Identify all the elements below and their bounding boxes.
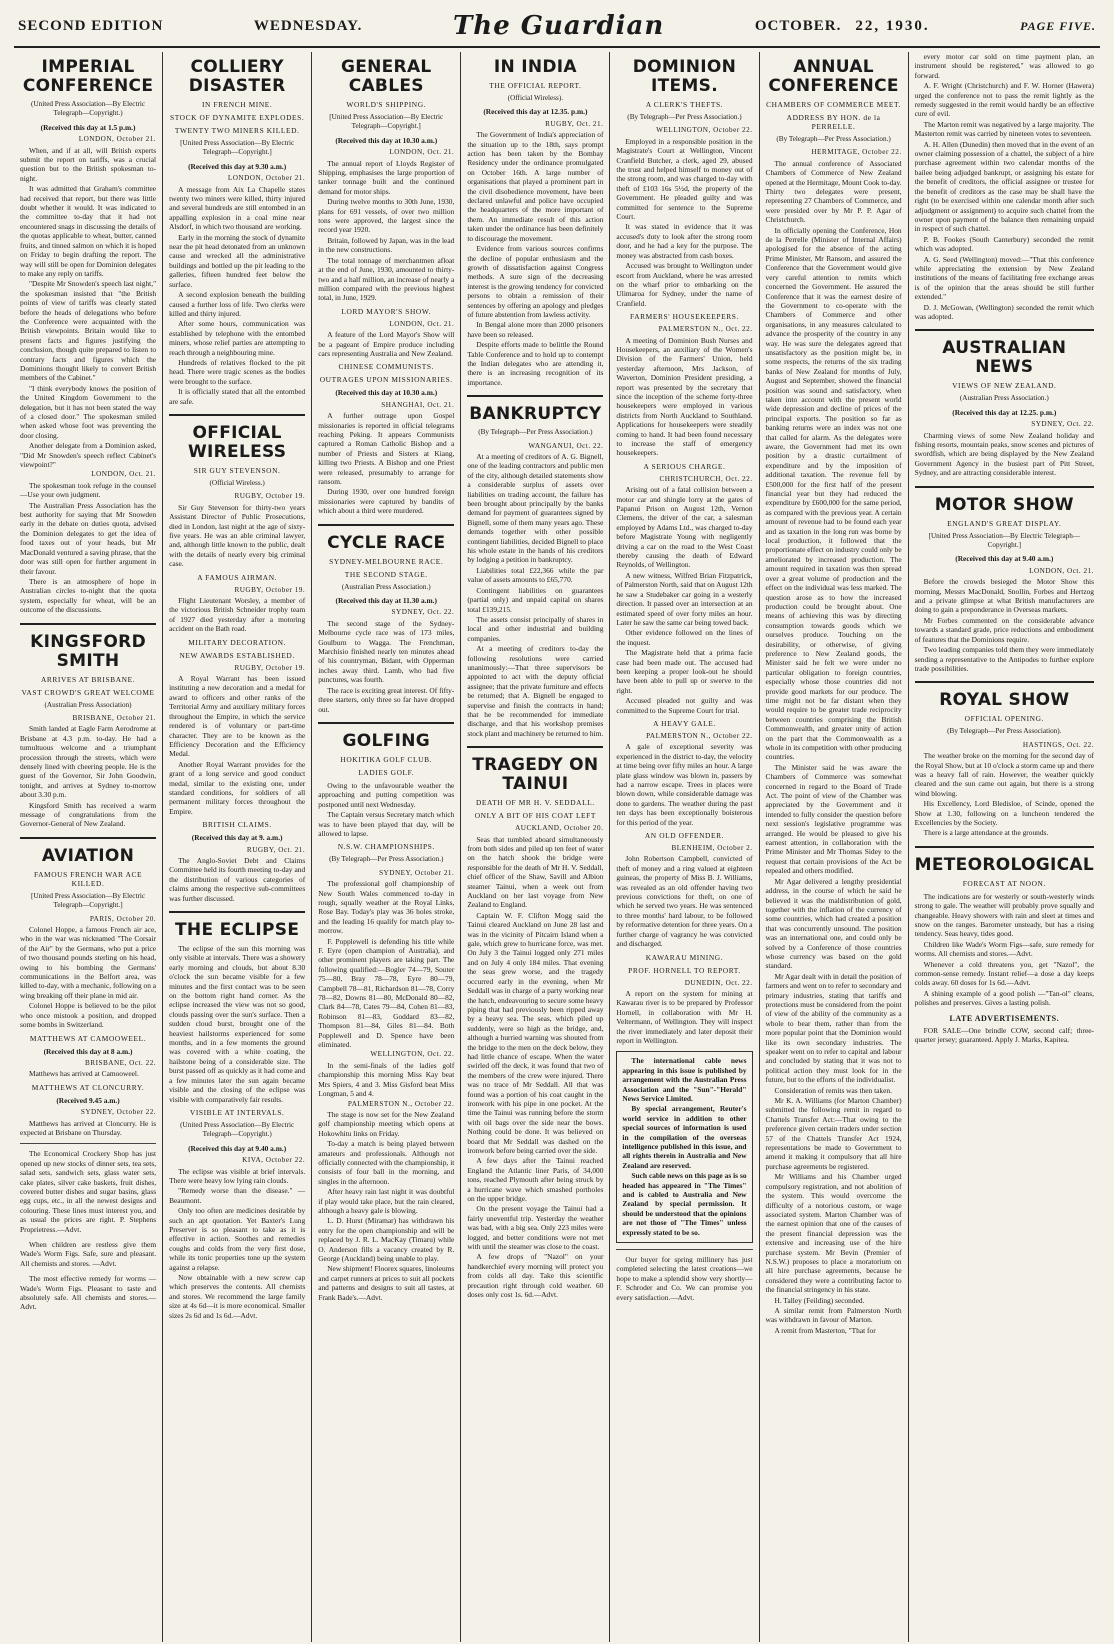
article-subheading: IN FRENCH MINE. [201,100,273,109]
article-paragraph: The Minister said he was aware the Chambers of Commerce was somewhat concerned in regard to the Board of Trade Act. The point of view of the Chamber was appreciated by the Government and it intended to fully consider the question before next session's legislative programme was arranged. He would be pleased to give his earnest attention, in collaboration with the Prime Minister and Mr Thomas Sidey to the request that certain provisions of the Act be repealed and others modified. [765,762,902,876]
article [616,58,752,1045]
article-paragraph: "Remedy worse than the disease." —Beaumont. [169,1186,306,1205]
dateline: SHANGHAI, Oct. 21. [381,400,455,409]
wire-credit: (Australian Press Association.) [959,394,1049,403]
article-headline: COLLIERY DISASTER [188,57,286,96]
article-headline: OFFICIAL WIRELESS [169,414,305,462]
article [169,911,305,1320]
article-headline: AUSTRALIAN NEWS [915,329,1094,377]
article [915,329,1094,477]
article-headline: TRAGEDY ON TAINUI [467,746,603,794]
column-4 [461,52,610,1642]
article-paragraph: After heavy rain last night it was doubtful if play would take place, but the rain cleared, although a heavy gale is blowing. [318,1187,455,1215]
article-paragraph: The Government of India's appreciation of the situation up to the 18th, says prompt action has been taken by the Bombay Residency under the ordinance promulgated on October 16th. A large number of organisations that played a prominent part in the civil disobedience movement, have been declared unlawful and police have occupied the headquarters of the more important of them. An immediate result of this action taken under the ordinance has been definitely to discourage the movement. [467,130,604,243]
received-time: (Received this day at 9. a.m.) [191,833,283,843]
article-paragraph: Captain W. F. Clifton Mogg said the Tainui cleared Auckland on June 28 last and was in the vicinity of Pitcairn Island when a gale, which grew to hurricane force, was met. On July 3 the Tainui logged only 271 miles and on July 4 only 184 miles. That evening the seas grew worse, and the tragedy occurred early in the evening, when Mr Seddall was in charge of a party working near the hatch, endeavouring to secure some heavy piping that had previously been ripped away by a heavy sea. The seas, which piled up suddenly, were so high as the bridge, and, although a hurried warning was shouted from the bridge to the men on the deck below, they had little chance of escape. When the water swirled off the deck, it was found that two of the members of the crew were injured. There was no trace of Mr Seddall. All that was found was a portion of his coat caught in the ironwork with his pipe in one pocket. At the time the Tainui was running before the storm with oil bags over the side near the bows. Nothing could be done. It was believed on board that Mr Seddall was dashed on the ironwork before being carried over the side. [467,910,604,1155]
column-5 [610,52,759,1642]
article-subheading: BRITISH CLAIMS. [202,820,272,830]
article-subheading: VAST CROWD'S GREAT WELCOME [21,687,155,697]
article-paragraph: In Bengal alone more than 2000 prisoners have been so released. [467,320,604,339]
article-headline: THE ECLIPSE [169,911,305,940]
article-paragraph: It was admitted that Graham's committee had received that report, but there was little doubt whether it would. It was indicated to the committee to-day that it had not encountered snags in discussing the details of the quotas applicable to wheat, butter, canned fruits, and tinned salmon on which it is hoped on Friday to begin drafting the report. The way will still be open for Dominion delegates to make any reply on tariffs. [20,184,157,278]
article-headline: GOLFING [318,722,454,751]
dateline: BLENHEIM, October 2. [671,844,753,853]
dateline: SYDNEY, October 21. [379,868,455,877]
article-paragraph: The professional golf championship of New South Wales commenced to-day in rough, squally weather at the Royal Links, Rose Bay. Today's play was 36 holes stroke, and the leading 16 qualify for match play to-morrow. [318,879,455,936]
article-subheading: NEW AWARDS ESTABLISHED. [179,650,295,660]
article-paragraph: Flight Lieutenant Worsley, a member of the victorious British Schneider trophy team of 1927 died yesterday after a motoring accident on the Bath road. [169,596,306,634]
article-paragraph: The Captain versus Secretary match which was to have been played that day, will be allowed to lapse. [318,810,455,838]
article-subheading: MATTHEWS AT CAMOOWEEL. [29,1033,147,1043]
article-paragraph: FOR SALE—One brindle COW, second calf; three-quarter jersey; guaranteed. Apply J. Marks, Kapitea. [914,1026,1094,1045]
article-paragraph: A further outrage upon Gospel missionaries is reported in official telegrams reaching Peking. It appears Communists captured a Roman Catholic Bishop and a number of Priests and Sisters at Kiang, killing two Priests. A Bishop and one Priest were released, presumably to arrange for ransom. [318,411,455,486]
received-time: (Received this day at 12.25. p.m.) [952,407,1057,417]
article-subheading: A CLERK'S THEFTS. [645,100,724,109]
dateline: WELLINGTON, October 22. [656,126,753,135]
article-paragraph: Kingsford Smith has received a warm message of congratulations from the Governor-General of New Zealand. [20,800,157,829]
dateline: DUNEDIN, Oct. 22. [684,978,753,987]
dateline: PALMERSTON N., October 22. [646,731,753,740]
dateline: LONDON, Oct. 21. [389,148,455,157]
article-paragraph: The race is exciting great interest. Of fifty-three starters, only three so far have dropped out. [318,685,455,714]
article-subheading: VISIBLE AT INTERVALS. [189,1107,285,1117]
advertisement: When children are restless give them Wade's Worm Figs. Safe, sure and pleasant. All chemists and stores. —Advt. [20,1240,157,1268]
article [766,58,902,1335]
article-paragraph: F. Popplewell is defending his title while F. Eyre (open champion of Australia), and other prominent players are taking part. The following qualified:—Bogler 74—79, Souter 75—80, Bray 78—78, Eyre 80—79, Campbell 78—81, Richardson 81—78, Corry 78—82, Downs 81—80, McDonald 80—82, Clark 84—78, Cates 79—84, Cohen 81—83, Robinson 81—83, Goddard 83—82, Thompson 81—84, Giles 81—84. Both Popplewell and D. Spence have been eliminated. [318,936,455,1050]
dateline: BRISBANE, October 21. [72,713,157,722]
dateline: LONDON, Oct. 21. [389,319,455,328]
article-paragraph: At a meeting of creditors to-day the following resolutions were carried unanimously:—That three supervisors be appointed to act with the deputy official assignee; that the private furniture and effects be returned; that A. Bignell be engaged to supervise and finish the contracts in hand; that he be recommended for immediate discharge, and that his workshop premises stock plant and machinery be returned to him. [467,644,604,738]
article-headline: AVIATION [20,837,156,866]
dateline: CHRISTCHURCH, Oct. 22. [659,474,753,483]
article [915,486,1094,674]
article-subheading: THE OFFICIAL REPORT. [489,81,582,90]
wire-credit: (United Press Association—By Electric Telegraph—Copyright.) [31,100,146,118]
article-paragraph: During twelve months to 30th June, 1930, plans for 691 vessels, of over two million tons were approved, the largest since the record year 1920. [318,197,455,235]
article-paragraph: The second stage of the Sydney-Melbourne cycle race was of 173 miles, Goulburn to Wagga. The Frenchman, Marchisio finished nearly ten minutes ahead of his countryman, Bidant, with Opperman inches away third. Lamb, who had five punctures, was fourth. [318,618,455,685]
wire-credit: (Australian Press Association.) [341,582,431,591]
article-paragraph: Colonel Hoppe is believed to be the pilot who once mistook a position, and dropped some bombs in Switzerland. [20,1001,157,1030]
article-subheading: ONLY A BIT OF HIS COAT LEFT [474,811,596,821]
article-subheading: KAWARAU MINING. [645,952,724,962]
wire-credit: (Australian Press Association) [44,700,132,709]
article-headline: IMPERIAL CONFERENCE [22,57,154,96]
article-paragraph: It was stated in evidence that it was accused's duty to look after the strong room door, and he had a key for the purpose. The money was abstracted from cash boxes. [616,222,753,260]
article-paragraph: Arising out of a fatal collision between a motor car and shingle lorry at the gates of Papanui Prison on August 12th, Vernon Clemens, the driver of the car, a salesman employed by Adams Ltd., was charged to-day before Magistrate Young with negligently driving a car on the road to the West Coast thereby causing the death of Edward Reynolds, of Wellington. [616,485,753,570]
dateline: PALMERSTON N., October 22. [347,1099,455,1108]
article-subheading: MILITARY DECORATION. [188,637,287,647]
column-3 [312,52,461,1642]
article-headline: DOMINION ITEMS. [632,57,737,96]
article-subheading: OFFICIAL OPENING. [964,714,1044,724]
article-subheading: CHINESE COMMUNISTS. [338,362,435,372]
article-paragraph: The stage is now set for the New Zealand golf championship meeting which opens at Hokowhitu links on Friday. [318,1109,455,1138]
dateline: WELLINGTON, Oct. 22. [370,1050,455,1059]
wire-credit: [United Press Association—By Electric Telegraph—Copyright.] [329,113,444,131]
article-paragraph: During 1930, over one hundred foreign missionaries were captured by bandits of which about a third were murdered. [318,487,455,516]
article [20,623,156,829]
article-paragraph: A. G. Seed (Wellington) moved:—"That this conference while appreciating the extension by New Zealand institutions of the means of facilitating free exchange areas is of the opinion that the areas should be still further extended." [914,254,1094,302]
section-heading: LATE ADVERTISEMENTS. [949,1013,1060,1023]
article-paragraph: A. F. Wright (Christchurch) and F. W. Horner (Hawera) urged the conference not to pass the remit lightly as the remedy suggested in the remit would hardly be an effective cure of evil. [914,81,1094,119]
dateline: BRISBANE, Oct. 22. [84,1058,157,1067]
article-subheading: FARMERS' HOUSEKEEPERS. [630,312,739,322]
article-paragraph: Accused was brought to Wellington under escort from Auckland, where he was arrested on the wharf prior to embarking on the Ulimaroa for Sydney, under the name of Cranfield. [616,261,753,308]
article-paragraph: A Royal Warrant has been issued instituting a new decoration and a medal for award to officers and other ranks of the Territorial Army and auxiliary military forces throughout the Empire, in which the service rendered is of voluntary or part-time character. They are to be known as the Efficiency Decoration and the Efficiency Medal. [169,674,306,759]
article-paragraph: Early in the morning the stock of dynamite near the pit head detonated from an unknown cause and wrecked all the administrative buildings and bottled up the pit leading to the galleries, fifteen hundred feet below the surface. [169,232,306,289]
article [20,58,156,615]
wire-credit: (By Telegraph—Per Press Association.) [478,428,593,437]
article-headline: ROYAL SHOW [915,681,1094,710]
article-headline: CYCLE RACE [318,524,454,553]
advertisement: The Economical Crockery Shop has just opened up new stocks of dinner sets, tea sets, salad sets, sandwich sets, glass water sets, cake plates, silver cake baskets, fruit dishes, covered butter dishes and sugar basins, glass egg cups, etc., in all the newest designs and colouring. These lines must interest you, and as usual the prices are right. P. Stephens Proprietress.—Advt. [20,1143,156,1234]
article-subheading: AN OLD OFFENDER. [644,831,725,841]
article-paragraph: Seas that tumbled aboard simultaneously from both sides and piled up ten feet of water on the hatch shook the bridge were responsible for the death of Mr H. V. Seddall, chief officer of the Shaw, Savill and Albion steamer Tainui, when a week out from Auckland on her last voyage from New Zealand to England. [467,834,604,910]
dateline: PALMERSTON N., Oct. 22. [658,325,753,334]
article-paragraph: The indications are for westerly or south-westerly winds strong to gale. The weather will probably prove squally and changeable. Heavy showers with rain and sleet at times and snow on the ranges. Barometer unsteady, but has a rising tendency. Seas heavy, tides good. [914,891,1094,939]
received-time: (Received this day at 9.40 a.m.) [188,1143,287,1153]
wire-credit: (By Telegraph—Per Press Association.) [776,135,891,143]
article-subheading: ENGLAND'S GREAT DISPLAY. [947,518,1062,528]
article-paragraph: In officially opening the Conference, Hon de la Perrelle (Minister of Internal Affairs) apologised for the absence of the acting Prime Minister, Mr Ransom, and assured the Conference that the Government would give very careful attention to remits which concerned the Government. He assured the Conference that it was the earnest desire of the Government to co-operate with the Chambers of Commerce and other organisations, in any measures calculated to advance the prosperity of the country in any way. He was sure the delegates agreed that unsatisfactory as the position might be, in some respects, the returns of the six trading banks of New Zealand for months of July, August and September, showed the financial position was sound and satisfactory, when taken into account with the present world wide depression and decline of prices of the principal exports. The position so far as banking returns were an index was not one that called for alarm. As the delegates were aware, the Government had met its own position by a drastic curtailment of expenditure and by the imposition of additional taxation. The revenue fell by £500,000 for the first half of the present financial year but they had reduced the expenditure by £600,000 for the same period, as compared with the previous year. A certain amount of revenue had to be found each year and as taxation in the long run was borne by local production, it followed that the proportionate effect on industry could only be ameliorated by increased production. The amount required in taxation was then spread over a great volume of production and the effect on the individual was less marked. The question arose as to how the increased production could be brought about. One means of achieving this was by directing consumption towards goods which we ourselves produce. Touching on the desirability, or otherwise, of giving preference to New Zealand goods, the Minister said he felt we were under no particular obligation to foreign countries, especially whose those countries did not provide good markets for our produce. The time might not be far distant when they would require to be greater trade reciprocity between countries comprising the British Commonwealth, and greater unity of action on the part that the Commonwealth as a whole in its competition with other producing countries. [765,225,902,762]
date-number: 22, 1930. [855,17,930,34]
dateline: RUGBY, October 19. [234,663,306,672]
article-paragraph: Sir Guy Stevenson for thirty-two years Assistant Director of Public Prosecutions, died in London, last night at the age of sixty-five years. He was an able criminal lawyer, and, although little known to the public, dealt with the details of nearly every big criminal case. [169,502,306,569]
article-subheading: MATTHEWS AT CLONCURRY. [31,1082,145,1092]
article-headline: METEOROLOGICAL [915,846,1094,875]
wire-credit: (By Telegraph—Per Press Association.) [329,855,444,864]
date-group [755,18,930,35]
article [915,846,1094,1008]
column-2 [163,52,312,1642]
received-time: (Received this day at 9.30 a.m.) [188,161,287,171]
dateline: LONDON, Oct. 21. [1029,566,1094,575]
article-paragraph: His Excellency, Lord Bledisloe, of Scinde, opened the Show at 1.30, following on a luncheon tendered the Excellencies by the Society. [914,799,1094,827]
article-paragraph: The total tonnage of merchantmen afloat at the end of June, 1930, amounted to thirty-two and a half million, an increase of nearly a million compared with the previous highest total, in June, 1929. [318,255,455,303]
article-paragraph: A new witness, Wilfred Brian Fitzpatrick, of Palmerston North, said that on August 12th he saw a Studebaker car going in a westerly direction. It passed over an intersection at an estimated speed of over forty miles an hour. Later he saw the same car being towed back. [616,570,753,627]
article-paragraph: every motor car sold on time payment plan, an instrument should be registered," was allowed to go forward. [914,52,1094,80]
article-paragraph: Another delegate from a Dominion asked, "Did Mr Snowden's speech reflect Cabinet's viewpoint?" [20,441,157,470]
article-paragraph: The annual conference of Associated Chambers of Commerce of New Zealand opened at the Hermitage, Mount Cook to-day. Thirty two delegates were present, representing 27 Chambers of Commerce, and were presided over by Mr P. P. Agar of Christchurch. [765,158,902,225]
article-paragraph: Smith landed at Eagle Farm Aerodrome at Brisbane at 4.3 p.m. to-day. He had a tumultuous welcome and a triumphant procession through the streets, which were densely lined with cheering people. He is the guest of the Governor, Sir John Goodwin, tonight, and arrives at Sydney to-morrow about 3.30 p.m. [20,724,157,800]
article-paragraph: Whenever a cold threatens you, get "Nazol", the common-sense remedy. Instant relief—a dose a day keeps colds away. 60 doses for 1s 6d.—Advt. [914,959,1094,988]
article-paragraph: Liabilities total £22,366 while the par value of assets amounts to £65,770. [467,565,604,585]
article-subheading: STOCK OF DYNAMITE EXPLODES. [169,113,305,122]
article-subheading: VIEWS OF NEW ZEALAND. [952,381,1057,391]
article-paragraph: Consideration of remits was then taken. [774,1085,892,1095]
article-paragraph: A report on the system for mining at Kawarau river is to be prepared by Professor Hornell, in collaboration with Mr H. Veltermann, of Wellington. They will inspect the river immediately and later deposit their report in Wellington. [616,988,753,1045]
article-headline: KINGSFORD SMITH [20,623,156,671]
article [318,524,454,714]
wire-credit: [United Press Association—By Electric Telegraph—Copyright.] [928,531,1081,550]
article-paragraph: The weather broke on the morning for the second day of the Royal Show, but at 10 o'clock a storm came up and there was a heavy fall of rain. However, the weather quickly cleared and the sun came out again, but there is a strong wind blowing. [914,751,1094,798]
received-time: (Received this day at 10.30 a.m.) [335,388,438,398]
article-paragraph: H. Talley (Feilding) seconded. [774,1295,865,1305]
article-subheading: WORLD'S SHIPPING. [346,100,427,109]
article-paragraph: Other evidence followed on the lines of the inquest. [616,628,753,647]
article-paragraph: There is a large attendance at the grounds. [923,828,1049,838]
article-paragraph: Charming views of some New Zealand holiday and fishing resorts, mountain peaks, snow scenes and pictures of swordfish, which are being displayed by the New Zealand Government Agency in the busiest part of Pitt Street, Sydney, and are attracting considerable interest. [914,430,1094,478]
article-subheading: HOKITIKA GOLF CLUB. [340,754,433,764]
article-paragraph: The Marton remit was negatived by a large majority. The Masterton remit was carried by nineteen votes to seventeen. [914,119,1094,139]
article [20,837,156,1138]
weekday-label: WEDNESDAY. [253,17,363,34]
article-paragraph: To-day a match is being played between amateurs and professionals. Although not officially connected with the championship, it consists of four ball in the morning, and singles in the afternoon. [318,1139,455,1186]
article-paragraph: The Anglo-Soviet Debt and Claims Committee held its fourth meeting to-day and the distribution of various categories of claims among the respective sub-committees was further discussed. [169,855,306,903]
article-headline: BANKRUPTCY [467,395,603,424]
article-paragraph: Mr Agar dealt with in detail the position of farmers and went on to refer to secondary and primary industries, stating that tariffs and protections must be considered from the point of view of the ability of the community as a whole to bear them, rather than from the more popular point that the Dominion would like its own secondary industries. The speaker went on to refer to capital and labour and concluded by stating that it was not to political action they must look for in the future, but to the efforts of the individualist. [765,971,902,1085]
article-paragraph: "Despite Mr Snowden's speech last night," the spokesman insisted that "the British points of view of tariffs was clearly stated before the heads of delegations who before the Conference were acquainted with the British viewpoints. Britain would like to present facts and figures justifying the conclusion, though quite prepared to listen to contrary facts and figures which the Dominions thought likely to convert British members of the Cabinet." [20,279,157,383]
article-paragraph: There is an atmosphere of hope in Australian circles to-night that the quota system, especially for wheat, will be an outcome of the discussions. [20,576,157,615]
wire-credit: (By Telegraph—Per Press Association.) [627,113,742,121]
article-paragraph: Owing to the unfavourable weather the approaching and putting competition was postponed until next Wednesday. [318,780,455,809]
article-headline: IN INDIA [493,57,577,77]
received-time: (Received this day at 9.40 a.m.) [955,554,1054,564]
article-headline: ANNUAL CONFERENCE [768,57,899,96]
article-subheading: OUTRAGES UPON MISSIONARIES. [319,375,453,385]
article [915,1014,1094,1045]
article-paragraph: Only too often are medicines desirable by such an apt quotation. Yet Baxter's Lung Preserver is so pleasant to take as it is effective in action. Soothes and remedies coughs and colds from the very first dose, while its tonic properties tone up the system against a relapse. [169,1206,306,1272]
article-paragraph: A meeting of Dominion Bush Nurses and Housekeepers, an auxiliary of the Women's Division of the Farmers' Union, held yesterday afternoon, Mrs Jackson, of Waverton, Dominion President presiding, a report was presented by the secretary that since the inception of the scheme forty-three housekeepers were employed in various districts from North Auckland to Southland. Applications for housekeepers were steadily coming to hand. It had been found necessary to increase the staff of emergency housekeepers. [616,335,753,458]
article-paragraph: Mr Forbes commented on the considerable advance towards a standard grade, price reductions and embodiment of features that the Dominions require. [914,615,1094,644]
dateline: LONDON, October 21. [78,135,157,144]
article-subheading: TWENTY TWO MINERS KILLED. [174,126,300,135]
article-paragraph: Matthews has arrived at Cloncurry. He is expected at Brisbane on Thursday. [20,1118,157,1137]
article-paragraph: Britain, followed by Japan, was in the lead in the new constructions. [318,235,455,255]
article-paragraph: L. D. Hurst (Miramar) has withdrawn his entry for the open championship and will be replaced by J. R. L. MacKay (Timaru) while O. Anderson fills a vacancy created by R. George (Auckland) being unable to play. [318,1216,455,1263]
dateline: RUGBY, Oct. 21. [246,845,306,854]
article-paragraph: Two leading companies told them they were immediately sending a representative to the Antipodes to further explore trade possibilities. [914,645,1094,673]
article-subheading: N.S.W. CHAMPIONSHIPS. [337,842,435,852]
article-paragraph: The eclipse of the sun this morning was only visible at intervals. There was a showery early morning and clouds, but about 8.30 o'clock the sun became visible for a few minutes and the first contact was to be seen on the bottom right hand corner. As the eclipse increased the view was not so good, clouds passing over the sun's surface. Then a sudden cloud burst, brought one of the heaviest hailstorms experienced for some months, and in a few moments the ground was covered with a white coating, the hailstone being of a considerable size. The burst passed off as quickly as it had come and a few minutes later the sun again became visible and the closing of the eclipse was visible with comparatively fair results. [169,944,306,1104]
article-paragraph: A message from Aix La Chapelle states twenty two miners were killed, thirty injured and several hundreds are still entombed in an appalling explosion in a coal mine near Alsdorf, in which two thousand are working. [169,184,306,232]
article [169,58,305,406]
article-subheading: CHAMBERS OF COMMERCE MEET. [766,100,902,109]
wire-credit: (By Telegraph—Per Press Association). [947,727,1062,736]
column-6 [760,52,909,1642]
article-paragraph: When, and if at all, will British experts submit the report on tariffs, was a crucial question but to the British spokesman to-night. [20,145,157,183]
article-paragraph: Another Royal Warrant provides for the grant of a long service and good conduct medal, similar to the existing one, under standard conditions, for soldiers of all permanent military forces throughout the Empire. [169,759,306,816]
article-paragraph: The Magistrate held that a prima facie case had been made out. The accused had been keeping a proper look-out he should have been able to pull up or swerve to the right. [616,648,753,695]
dateline: WANGANUI, Oct. 22. [528,441,604,450]
article-paragraph: The annual report of Lloyds Register of Shipping, emphasises the large proportion of tanker tonnage built and the continued demand for motor ships. [318,158,455,196]
article-paragraph: A few drops of "Nazol" on your handkerchief every morning will protect you from colds all day. Take this scientific precaution right through cold weather. 60 doses only cost 1s. 6d.—Advt. [467,1252,604,1300]
article-paragraph: A few days after the Tainui reached England the Atlantic liner Paris, of 34,000 tons, reached Plymouth after being struck by a hurricane wave which smashed portholes on the upper bridge. [467,1156,604,1204]
dateline: RUGBY, Oct. 21. [545,119,604,128]
masthead [14,6,1100,48]
article-paragraph: Mr Williams and his Chamber urged compulsory registration, and not abolition of the system. This would overcome the difficulty of a notorious custom, or wage associated system. Marton Chamber was of the earnest opinion that one of the causes of the present financial depression was the extensive and increasing use of the hire purchase system. Mr Bevin (Premier of N.S.W.) proposes to place a moratorium on all hire purchase agreements, because he considered they were a contributing factor to the financial stringency in his state. [765,1172,902,1295]
article [467,746,603,1299]
dateline: SYDNEY, October 22. [80,1108,157,1117]
dateline: LONDON, Oct. 21. [91,470,157,479]
article-subheading: THE SECOND STAGE. [344,569,428,579]
page-number: PAGE FIVE. [1020,18,1096,33]
article-paragraph: John Robertson Campbell, convicted of theft of money and a ring valued at eighteen guineas, the property of Miss B. J. Williams, was revealed as an old offender having two previous convictions for theft, on one of which he served two years. He was sentenced to three months' hard labour, to be followed by reformative detention for three years. On a further charge of vagrancy he was convicted and discharged. [616,854,753,949]
article-paragraph: A second explosion beneath the building caused a further loss of life. Two clerks were killed and thirty injured. [169,290,306,318]
article [318,722,454,1302]
column-1 [14,52,163,1642]
wire-credit: [United Press Association—By Electric Telegraph—Copyright.] [180,139,295,157]
article-subheading: ARRIVES AT BRISBANE. [40,674,136,684]
article [467,58,603,387]
received-time: (Received this day at 10.30 a.m.) [335,135,438,145]
article-subheading: LADIES GOLF. [358,767,415,777]
article-paragraph: D. J. McGowan, (Wellington) seconded the remit which was adopted. [914,302,1094,321]
article-paragraph: Matthews has arrived at Camooweel. [29,1069,139,1079]
wire-credit: (Official Wireless.) [209,478,265,487]
article-paragraph: A shining example of a good polish —"Tan-ol" cleans, polishes and preserves. Gives a lasting polish. [914,988,1094,1008]
received-time: (Received 9.45 a.m.) [56,1095,120,1105]
article-paragraph: Now obtainable with a new screw cap which preserves the contents. All chemists and stores. We recommend the large family size at 4s 6d—it is more economical. Smaller sizes 2s 6d and 1s 6d.—Advt. [169,1273,306,1320]
month-label: OCTOBER. [754,17,842,34]
article [915,681,1094,837]
dateline: HERMITAGE, October 22. [811,148,902,157]
article-headline: MOTOR SHOW [915,486,1094,515]
notice-paragraph: Such cable news on this page as is so headed has appeared in "The Times" and is cabled to Australia and New Zealand by special permission. It should be understood that the opinions are not those of "The Times" unless expressly stated to be so. [622,1171,747,1237]
edition-label: SECOND EDITION [18,17,164,34]
article [318,58,454,516]
article-subheading: FAMOUS FRENCH WAR ACE KILLED. [33,869,143,888]
dateline: AUCKLAND, October 20. [515,824,604,833]
dateline: SYDNEY, Oct. 22. [391,608,455,617]
article-paragraph: The eclipse was visible at brief intervals. There were heavy low lying rain clouds. [169,1166,306,1185]
article-subheading: SIR GUY STEVENSON. [193,465,281,475]
article-paragraph: A similar remit from Palmerston North was withdrawn in favour of Marton. [765,1305,902,1325]
article-paragraph: At a meeting of creditors of A. G. Bignell, one of the leading contractors and public men of the city, although detailed statements show a considerable surplus of assets over liabilities on trading account, the failure has been brought about principally by the banks demand for payment of guarantees signed by Bignell, some of them many years ago. These demands together with other possible contingent liabilities, decided Bignell to place his whole estate in the hands of his creditors by lodging a petition in bankruptcy. [467,452,604,565]
article-paragraph: It is officially stated that all the entombed are safe. [169,387,306,406]
article-subheading: FORECAST AT NOON. [962,878,1046,888]
article-paragraph: "I think everybody knows the position of the United Kingdom Government to the delegation, but it has not been stated the way of a closed door." The spokesman smiled when asked whose foot was preventing the door closing. [20,383,157,440]
received-time: (Received this day at 8 a.m.) [43,1046,133,1056]
notice-paragraph: The international cable news appearing in this issue is published by arrangement with the Australian Press Association and the "Sun"-"Herald" News Service Limited. [622,1056,747,1103]
article [915,52,1094,321]
article [467,395,603,738]
article-paragraph: Evidence from various sources confirms the decline of popular enthusiasm and the growth of dissatisfaction against Congress methods. A sure sign of the decreasing interest is the growing tendency for convicted persons to obtain a remission of their sentences by offering an apology and pledges of future abstention from lawless activity. [467,244,604,319]
cable-notice [616,1051,752,1243]
article-paragraph: The assets consist principally of shares in local and other industrial and building companies. [467,614,604,643]
article-paragraph: A. H. Allen (Dunedin) then moved that in the event of an owner claiming possession of a chattel, the subject of a hire purchase agreement within two calendar months of the bailee being adjudged bankrupt, or assigning his estate for the benefit of creditors, the official assignee or trustee for the benefit of creditors as the case may be shall have the right (to be exercised within one calendar month after such adjudgment or assignment) to acquire such chattel from the owner upon payment of the balance then remaining unpaid in respect of such chattel. [914,139,1094,234]
article-paragraph: Accused pleaded not guilty and was committed to the Supreme Court for trial. [616,696,753,715]
article-subheading: DEATH OF MR H. V. SEDDALL. [475,798,595,808]
article-subheading: PROF. HORNELL TO REPORT. [628,965,741,975]
article-subheading: SYDNEY-MELBOURNE RACE. [329,556,444,566]
article-subheading: LORD MAYOR'S SHOW. [341,306,432,316]
article-paragraph: The Australian Press Association has the best authority for saying that Mr Snowden early in the debate on duties quota, advised the Dominion delegates to get the idea of food taxes out of your heads, but Mr MacDonald ventured a saving phrase, that the door was still open for further argument in their favour. [20,500,157,576]
received-time: (Received this day at 12.35. p.m.) [483,107,588,117]
dateline: KIVA, October 22. [242,1156,306,1165]
article-paragraph: Mr K. A. Williams (for Marton Chamber) submitted the following remit in regard to Chattels Transfer Act:—That owing to the preference given certain traders under section 57 of the Chattels Transfer Act 1924, representations be made to Government to amend it making it compulsory that all hire purchase agreements be registered. [765,1096,902,1171]
column-7 [909,52,1100,1642]
dateline: RUGBY, October 19. [234,492,306,501]
advertisement: The most effective remedy for worms —Wade's Worm Figs. Pleasant to taste and absolutely safe. All chemists and stores.—Advt. [20,1274,157,1312]
wire-credit: [United Press Association—By Electric Telegraph—Copyright.] [31,891,146,910]
received-time: (Received this day at 1.5 p.m.) [40,122,136,132]
article-paragraph: A feature of the Lord Mayor's Show will be a pageant of Empire produce including cars representing Australia and New Zealand. [318,330,455,358]
article [169,414,305,903]
article-paragraph: Despite efforts made to belittle the Round Table Conference and to hold up to contempt the Indian delegates who are attending it, there is an increasing recognition of its importance. [467,340,604,387]
article-subheading: A HEAVY GALE. [653,718,716,728]
article-subheading: A FAMOUS AIRMAN. [197,572,278,582]
article-paragraph: Children like Wade's Worm Figs—safe, sure remedy for worms. All chemists and stores.—Advt. [914,939,1094,959]
wire-credit: (Official Wireless). [507,94,564,102]
article-paragraph: Employed in a responsible position in the Magistrate's Court at Wellington, Vincent Cranfield Butcher, a clerk, aged 29, abused the trust and helped himself to money out of the strong room, and was charged to-day with theft of £103 16s 5½d, the property of the Government. He pleaded guilty and was committed for sentence to the Supreme Court. [616,136,753,222]
article-paragraph: In the semi-finals of the ladies golf championship this morning Miss Kay beat Mrs Spiers, 4 and 3. Miss Gisford beat Miss Longman, 5 and 4. [318,1060,455,1099]
article-paragraph: New shipment! Floorex squares, linoleums and carpet runners at prices to suit all pockets and patterns and designs to suit all tastes, at Frank Bade's.—Advt. [318,1264,455,1302]
dateline: PARIS, October 20. [89,914,157,923]
article-paragraph: Hundreds of relatives flocked to the pit head. There were tragic scenes as the bodies were brought to the surface. [169,357,306,386]
article-paragraph: Colonel Hoppe, a famous French air ace, who in the war was nicknamed "The Corsair of the Air" by the Germans, who put a price of two thousand pounds sterling on his head, owing to his bombing the Germans' communications in the Belfort area, was killed to-day, with a mechanic, following on a wing breaking off their plane in mid air. [20,925,157,1000]
wire-credit: (United Press Association—By Electric Telegraph—Copyright.) [180,1120,295,1139]
notice-paragraph: By special arrangement, Reuter's world service in addition to other special sources of information is used in the compilation of the overseas intelligence published in this issue, and all rights therein in Australia and New Zealand are reserved. [622,1104,747,1170]
article-subheading: A SERIOUS CHARGE. [643,461,726,471]
article-paragraph: Mr Agar delivered a lengthy presidential address, in the course of which he said he believed it was the maldistribution of gold, together with the inflation of the currency of some countries, which had created a position that was concurrently unsound. The position was an international one, and could only be solved by a Conference of those countries whose currency was based on the gold standard. [765,876,902,971]
dateline: RUGBY, October 19. [234,585,306,594]
article-paragraph: Contingent liabilities on guarantees (partial only) and unpaid capital on shares total £139,215. [467,585,604,614]
article-paragraph: A gale of exceptional severity was experienced in the district to-day, the velocity at time being over fifty miles an hour. A large plate glass window was blown in, passers by had a narrow escape. Trees in places were blown down, while considerable damage was done to gardens. The weather during the past ten days has been exceptionally boisterous for this period of the year. [616,742,753,827]
article-paragraph: A remit from Masterton, "That for [774,1325,876,1335]
article-paragraph: Before the crowds besieged the Motor Show this morning, Messrs MacDonald, Snollin, Forbes and Hertzog and a private glimpse at what British manufacturers are doing to gain a preponderance in Overseas markets. [914,577,1094,615]
article-paragraph: On the present voyage the Tainui had a fairly uneventful trip. Yesterday the weather was bad, with a big sea. Only 223 miles were logged, and better conditions were not met with until the steamer was close to the coast. [467,1204,604,1252]
dateline: LONDON, October 21. [227,174,306,183]
article-headline: GENERAL CABLES [340,57,432,96]
received-time: (Received this day at 11.30 a.m.) [335,596,437,606]
article-paragraph: The spokesman took refuge in the counsel—Use your own judgment. [20,480,157,500]
columns-container [14,52,1100,1642]
dateline: SYDNEY, Oct. 22. [1031,420,1094,429]
newspaper-title: The Guardian [452,11,665,41]
article-paragraph: P. B. Fookes (South Canterbury) seconded the remit which was adopted. [914,234,1094,254]
dateline: HASTINGS, Oct. 22. [1022,740,1094,749]
article-subheading: ADDRESS BY HON. de la PERRELLE. [786,113,881,131]
article-paragraph: After some hours, communication was established by telephone with the entombed miners, whose relief parties are attempting to reach through a neighbouring mine. [169,319,306,357]
advertisement: Our buyer for spring millinery has just completed selecting the latest creations—we hope to make a splendid show very shortly—F. Schroder and Co. We can promise you every satisfaction.—Advt. [616,1249,752,1302]
